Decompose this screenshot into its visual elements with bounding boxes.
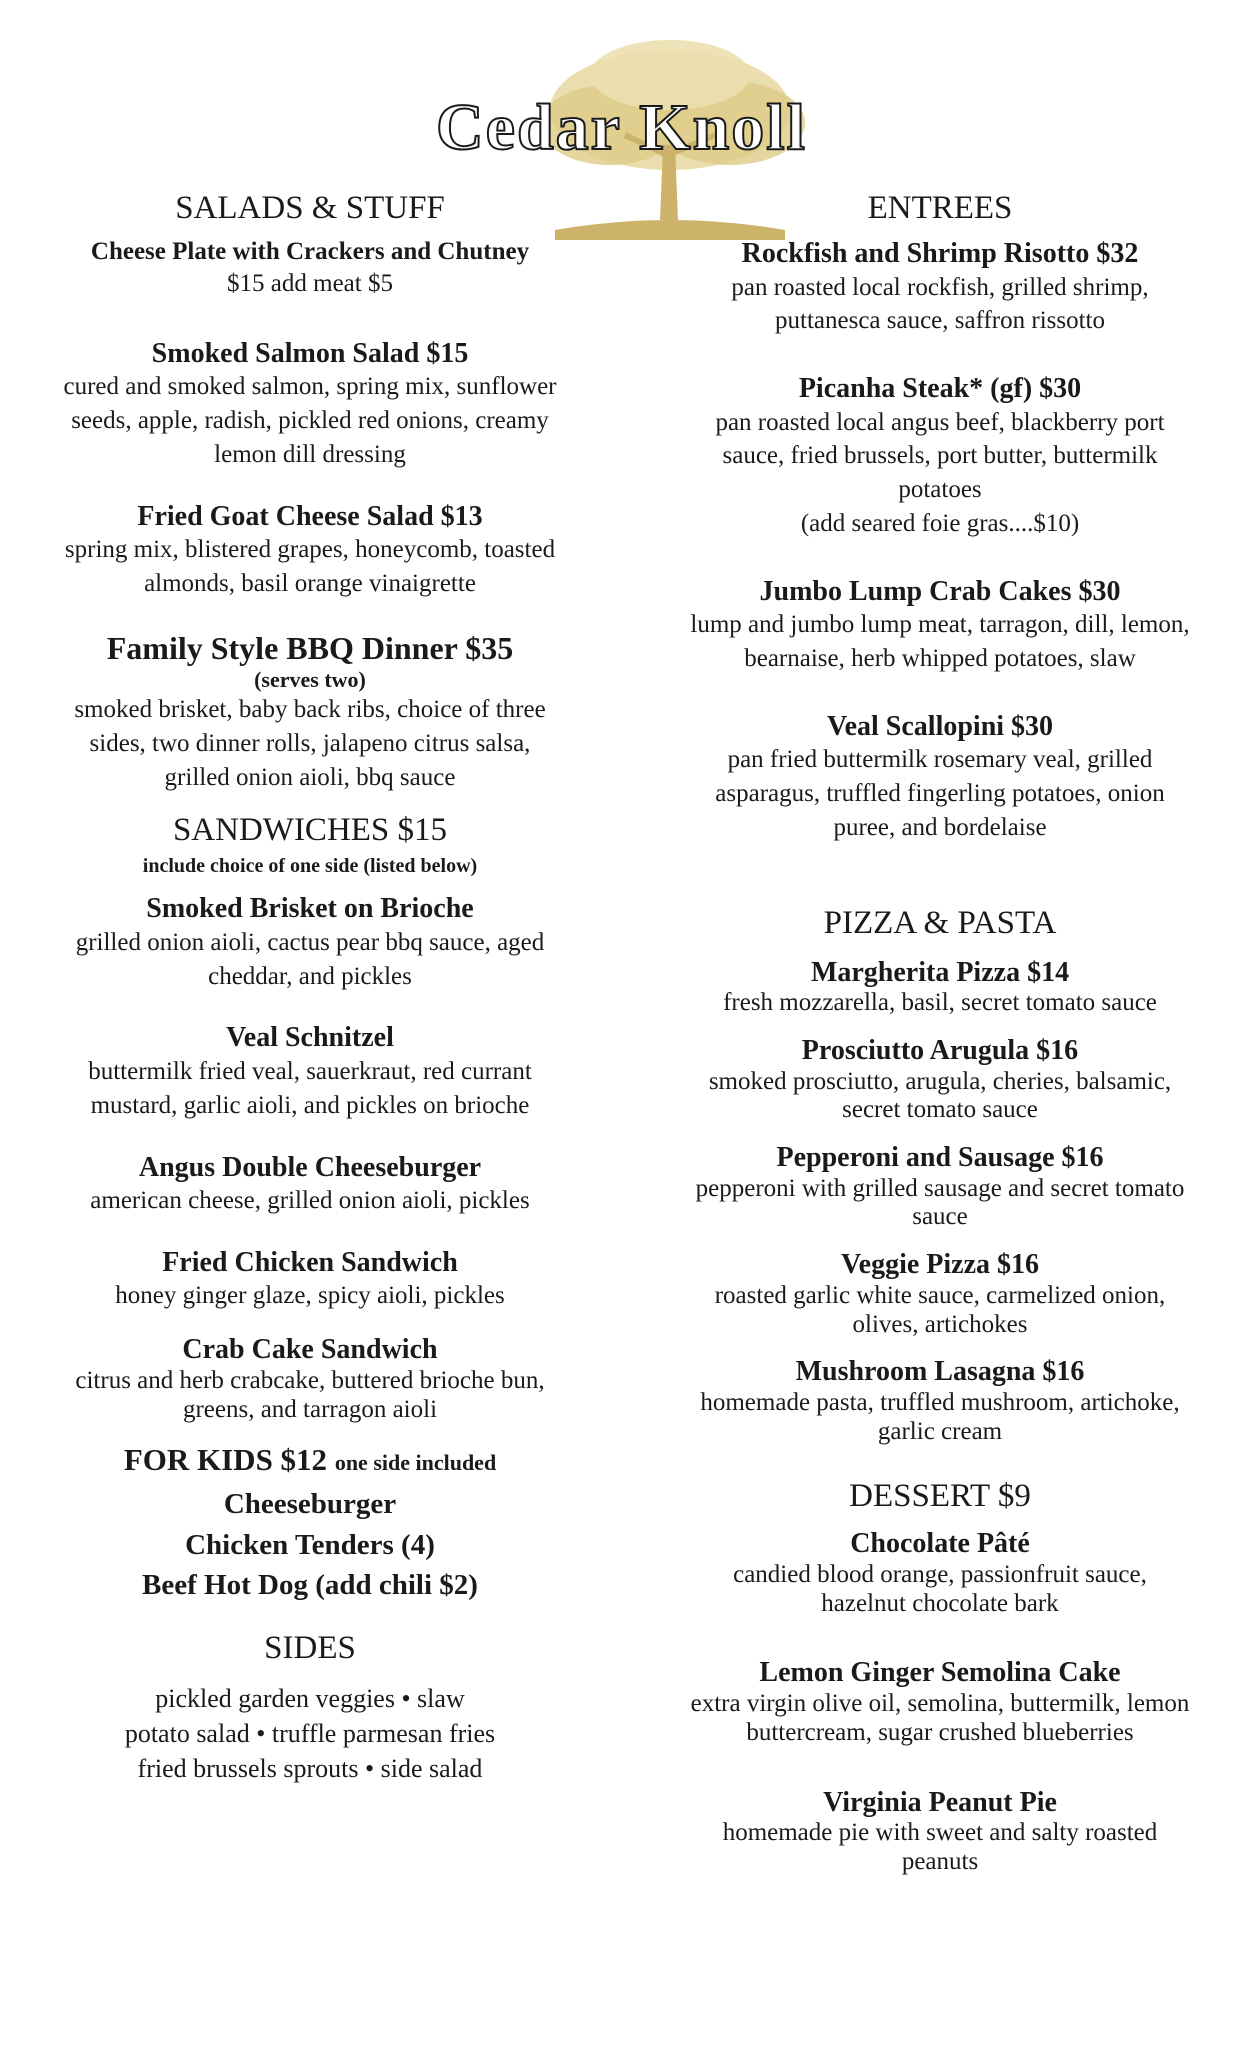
item-name: Rockfish and Shrimp Risotto $32 <box>741 238 1139 269</box>
menu-item <box>60 1246 560 1313</box>
menu-item <box>690 1141 1190 1232</box>
item-desc: $15 add meat $5 <box>227 270 393 297</box>
item-note: (serves two) <box>254 667 366 693</box>
item-name: Fried Goat Cheese Salad $13 <box>137 500 483 532</box>
kids-item: Cheeseburger <box>223 1488 397 1521</box>
menu-item <box>60 629 560 795</box>
menu-item <box>690 956 1190 1018</box>
menu-item <box>690 1248 1190 1339</box>
item-name: Pepperoni and Sausage $16 <box>776 1142 1104 1174</box>
menu-item <box>60 1333 560 1424</box>
item-name: Virginia Peanut Pie <box>823 1786 1057 1818</box>
menu-item <box>60 500 560 601</box>
item-desc: american cheese, grilled onion aioli, pickles <box>90 1187 530 1215</box>
menu-item <box>690 1355 1190 1446</box>
menu-item <box>60 892 560 993</box>
item-desc: roasted garlic white sauce, carmelized onion, olives, artichokes <box>714 1281 1166 1338</box>
section-note-sandwiches: include choice of one side (listed below) <box>142 855 478 878</box>
menu-item <box>690 237 1190 338</box>
item-desc: pan roasted local angus beef, blackberry port sauce, fried brussels, port butter, buttermilk potatoes <box>715 408 1165 504</box>
kids-note: one side included <box>334 1450 497 1476</box>
item-name: Lemon Ginger Semolina Cake <box>759 1657 1121 1689</box>
item-name: Smoked Brisket on Brioche <box>146 893 474 925</box>
item-desc: grilled onion aioli, cactus pear bbq sauce, aged cheddar, and pickles <box>75 928 545 990</box>
menu-item <box>690 372 1190 541</box>
restaurant-title: Cedar Knoll <box>436 91 807 164</box>
sides-line: fried brussels sprouts • side salad <box>137 1754 483 1784</box>
menu-item <box>690 1656 1190 1747</box>
section-title-entrees: ENTREES <box>867 190 1013 226</box>
sides-line: pickled garden veggies • slaw <box>155 1684 465 1714</box>
item-desc: lump and jumbo lump meat, tarragon, dill, lemon, bearnaise, herb whipped potatoes, slaw <box>690 611 1190 673</box>
item-desc: smoked prosciutto, arugula, cheries, balsamic, secret tomato sauce <box>708 1067 1172 1124</box>
item-name: Smoked Salmon Salad $15 <box>151 337 469 369</box>
item-name: Margherita Pizza $14 <box>810 956 1070 988</box>
kids-item: Beef Hot Dog (add chili $2) <box>142 1569 478 1602</box>
item-desc: extra virgin olive oil, semolina, buttermilk, lemon buttercream, sugar crushed blueberries <box>690 1690 1190 1746</box>
item-extra: (add seared foie gras....$10) <box>800 509 1080 537</box>
menu-item <box>60 1151 560 1218</box>
menu-item <box>690 1034 1190 1125</box>
item-desc: fresh mozzarella, basil, secret tomato sauce <box>723 989 1157 1017</box>
kids-list <box>60 1484 560 1606</box>
section-title-sandwiches: SANDWICHES $15 <box>172 812 448 849</box>
item-name: Jumbo Lump Crab Cakes $30 <box>759 575 1121 607</box>
item-name: Mushroom Lasagna $16 <box>795 1356 1085 1388</box>
menu-item <box>690 575 1190 676</box>
item-name: Picanha Steak* (gf) $30 <box>798 373 1082 405</box>
item-name: Fried Chicken Sandwich <box>162 1246 458 1278</box>
menu-item <box>60 337 560 472</box>
menu-item <box>60 1021 560 1122</box>
section-title-kids <box>60 1442 560 1478</box>
item-desc: smoked brisket, baby back ribs, choice of three sides, two dinner rolls, jalapeno citrus salsa, grilled onion aioli, bbq sauce <box>74 696 546 791</box>
item-name: Prosciutto Arugula $16 <box>801 1034 1079 1066</box>
kids-title: FOR KIDS $12 <box>123 1442 328 1478</box>
item-desc: homemade pie with sweet and salty roasted peanuts <box>722 1819 1158 1875</box>
menu-item <box>690 1527 1190 1618</box>
kids-item: Chicken Tenders (4) <box>185 1528 435 1561</box>
section-title-salads: SALADS & STUFF <box>175 190 445 226</box>
item-name: Chocolate Pâté <box>850 1528 1030 1560</box>
item-desc: buttermilk fried veal, sauerkraut, red currant mustard, garlic aioli, and pickles on brioche <box>88 1058 532 1119</box>
item-desc: pan fried buttermilk rosemary veal, grilled asparagus, truffled fingerling potatoes, onion puree, and bordelaise <box>715 746 1165 841</box>
item-name: Cheese Plate with Crackers and Chutney <box>90 238 530 265</box>
item-name: Veal Scallopini $30 <box>826 710 1054 742</box>
item-desc: cured and smoked salmon, spring mix, sunflower seeds, apple, radish, pickled red onions, creamy lemon dill dressing <box>63 373 557 468</box>
menu-item <box>690 710 1190 845</box>
item-desc: pepperoni with grilled sausage and secret tomato sauce <box>695 1174 1185 1231</box>
menu-item <box>60 237 560 301</box>
item-name: Crab Cake Sandwich <box>182 1334 438 1366</box>
item-name: Angus Double Cheeseburger <box>138 1151 482 1183</box>
item-desc: spring mix, blistered grapes, honeycomb, toasted almonds, basil orange vinaigrette <box>64 536 556 597</box>
item-name: Veal Schnitzel <box>226 1022 394 1054</box>
item-name: Family Style BBQ Dinner $35 <box>106 629 514 666</box>
left-column <box>60 190 560 1786</box>
section-title-pizza: PIZZA & PASTA <box>823 904 1057 941</box>
item-desc: homemade pasta, truffled mushroom, artichoke, garlic cream <box>700 1388 1180 1445</box>
section-title-dessert: DESSERT $9 <box>849 1478 1031 1515</box>
sides-line: potato salad • truffle parmesan fries <box>124 1719 496 1749</box>
item-desc: citrus and herb crabcake, buttered brioche bun, greens, and tarragon aioli <box>75 1366 545 1423</box>
right-column <box>690 190 1190 1905</box>
item-desc: honey ginger glaze, spicy aioli, pickles <box>115 1282 505 1310</box>
item-desc: candied blood orange, passionfruit sauce, hazelnut chocolate bark <box>733 1560 1147 1617</box>
section-title-sides: SIDES <box>264 1630 356 1667</box>
menu-item <box>690 1786 1190 1877</box>
item-name: Veggie Pizza $16 <box>840 1249 1040 1281</box>
item-desc: pan roasted local rockfish, grilled shrimp, puttanesca sauce, saffron rissotto <box>731 273 1149 335</box>
